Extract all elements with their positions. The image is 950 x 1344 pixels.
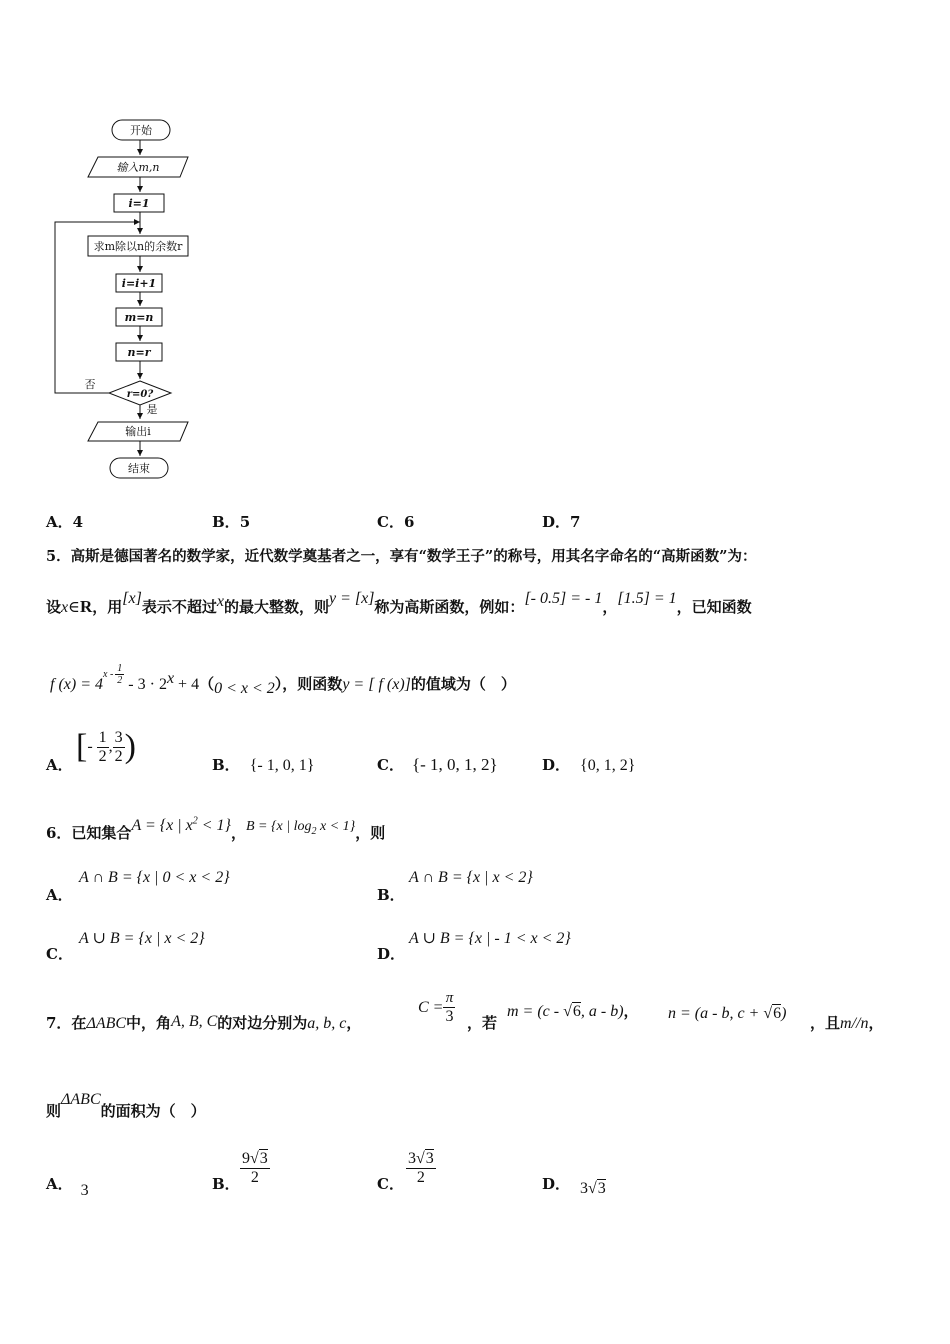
q7-stem-line1: 7．在ΔABC中，角A, B, C的对边分别为a, b, c，: [46, 1013, 362, 1032]
q6-stem: 6．已知集合A = {x | $x^2 < 1$}，B = {x | $\log_2 x < 1$}，则: [46, 815, 386, 842]
q7-m-vector: m = (c - √6, a - b)，: [507, 1002, 639, 1020]
q6-option-d-value: A ∪ B = {x | - 1 < x < 2}: [409, 930, 571, 947]
flow-end-label: 结束: [128, 462, 150, 475]
q7-C-value: C = $\frac{\pi}{3}$: [418, 990, 454, 1025]
flow-assign-n-label: n=r: [127, 346, 151, 359]
q5-option-a[interactable]: A．: [46, 756, 73, 774]
q7-option-c[interactable]: C．: [377, 1175, 404, 1193]
q7-stem-qie: ，且m//n，: [810, 1014, 884, 1032]
q7-n-vector: n = (a - b, c + √6): [668, 1005, 787, 1022]
q7-stem-ruo: ，若: [467, 1014, 498, 1032]
q4-option-c[interactable]: C．6: [377, 513, 415, 531]
q7-option-a[interactable]: A． 3: [46, 1175, 89, 1199]
q4-option-d[interactable]: D．7: [542, 513, 581, 531]
q5-option-d[interactable]: D． {0, 1, 2}: [542, 756, 636, 774]
q7-stem-line2: 则ΔABC的面积为（ ）: [46, 1091, 206, 1120]
q5-function-line: f $(x) = 4^{x - \frac{1}{2}}$ - $3 \cdot 2^x + 4(0 < x < 2)$，则函数y = [ f (x)]的值域为（ ）: [50, 663, 516, 697]
q4-option-b[interactable]: B．5: [212, 513, 251, 531]
q5-option-b[interactable]: B． {- 1, 0, 1}: [212, 756, 315, 774]
q6-option-a[interactable]: A．: [46, 886, 73, 904]
q5-stem-line2: 设x∈R，用[x]表示不超过x的最大整数，则y = [x]称为高斯函数，例如：[- 0.5] = - 1，[1.5] = 1，已知函数: [46, 590, 752, 616]
flow-remainder-label: 求m除以n的余数r: [93, 240, 183, 253]
q5-option-c[interactable]: C． {- 1, 0, 1, 2}: [377, 755, 498, 774]
flowchart: [0, 0, 260, 490]
flow-init-label: i=1: [128, 197, 150, 210]
q6-option-c[interactable]: C．: [46, 945, 73, 963]
q6-option-b-value: A ∩ B = {x | x < 2}: [409, 869, 533, 886]
q4-option-a[interactable]: A．4: [46, 513, 84, 531]
q5-option-a-value: [- $\frac{1}{2}$ , $\frac{3}{2}$ ): [76, 728, 136, 765]
q7-option-b-value: $\frac{9√3}{2}$: [242, 1150, 268, 1186]
flow-cond-label: r=0?: [126, 389, 154, 400]
q6-option-a-value: A ∩ B = {x | 0 < x < 2}: [79, 869, 230, 886]
q7-option-d[interactable]: D． 3√3: [542, 1175, 606, 1197]
q7-option-b[interactable]: B．: [212, 1175, 240, 1193]
q6-option-c-value: A ∪ B = {x | x < 2}: [79, 930, 205, 947]
flow-inc-label: i=i+1: [121, 277, 157, 290]
flow-no-label: 否: [84, 378, 96, 391]
flow-yes-label: 是: [146, 403, 158, 416]
flow-start-label: 开始: [130, 124, 152, 137]
flow-input-label: 输入m,n: [116, 161, 160, 174]
q5-stem-line1: 5．高斯是德国著名的数学家，近代数学奠基者之一，享有“数学王子”的称号，用其名字命名的“高斯函数”为：: [46, 548, 757, 565]
q7-option-c-value: $\frac{3√3}{2}$: [408, 1150, 434, 1186]
flow-output-label: 输出i: [125, 425, 151, 438]
q6-option-d[interactable]: D．: [377, 945, 406, 963]
flow-assign-m-label: m=n: [124, 311, 154, 324]
q6-option-b[interactable]: B．: [377, 886, 405, 904]
